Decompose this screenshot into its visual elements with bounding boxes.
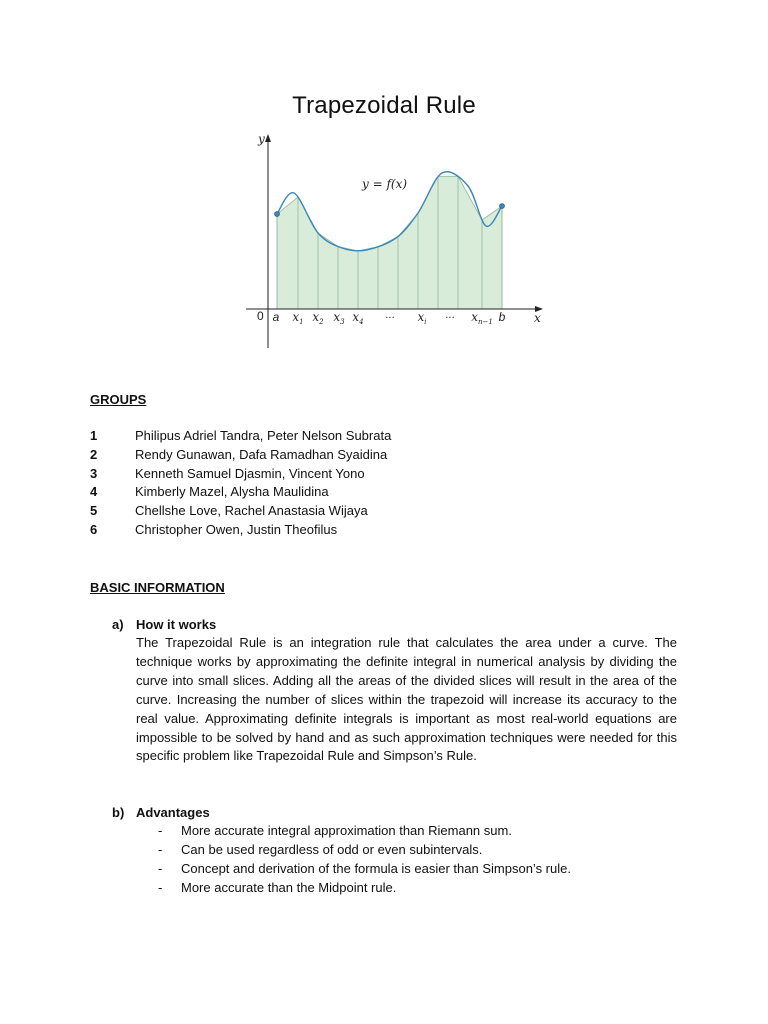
x-tick-label: a <box>272 310 280 324</box>
advantages-marker: b) <box>112 805 125 820</box>
x-tick-label: $x_{n-1}$ <box>471 310 493 326</box>
x-tick-label: b <box>498 310 506 324</box>
advantages-list <box>158 822 678 898</box>
bullet-dash: - <box>158 879 163 895</box>
basic-information-heading: BASIC INFORMATION <box>90 580 225 595</box>
x-tick-label: $x_i$ <box>417 310 427 326</box>
advantage-item <box>158 822 678 841</box>
group-row <box>90 521 690 540</box>
bullet-dash: - <box>158 860 163 876</box>
group-number: 3 <box>90 465 98 481</box>
group-row <box>90 502 690 521</box>
group-row <box>90 483 690 502</box>
how-it-works-title: How it works <box>136 617 217 632</box>
y-axis-arrow-icon <box>265 134 271 142</box>
advantages-heading <box>112 805 210 820</box>
group-row <box>90 446 690 465</box>
page-title: Trapezoidal Rule <box>292 92 476 119</box>
groups-list <box>90 427 690 540</box>
y-axis-label: y <box>258 132 265 146</box>
group-members: Christopher Owen, Justin Theofilus <box>135 521 338 537</box>
origin-label: 0 <box>257 309 264 323</box>
group-row <box>90 465 690 484</box>
bullet-dash: - <box>158 841 163 857</box>
trapezoidal-rule-figure <box>246 128 550 352</box>
how-it-works-marker: a) <box>112 617 124 632</box>
group-row <box>90 427 690 446</box>
x-tick-label: $x_4$ <box>352 310 364 326</box>
x-axis-label: x <box>534 311 541 325</box>
advantage-text: Can be used regardless of odd or even subintervals. <box>181 841 483 857</box>
group-number: 5 <box>90 503 98 519</box>
groups-heading: GROUPS <box>90 392 147 407</box>
group-members: Chellshe Love, Rachel Anastasia Wijaya <box>135 503 368 519</box>
how-it-works-heading <box>112 617 216 632</box>
x-tick-label: $x_1$ <box>292 310 304 326</box>
x-tick-label: ··· <box>385 313 395 324</box>
endpoint-a-dot <box>275 212 280 217</box>
group-number: 2 <box>90 446 98 462</box>
group-number: 6 <box>90 521 98 537</box>
advantage-text: Concept and derivation of the formula is easier than Simpson’s rule. <box>181 860 571 876</box>
advantage-item <box>158 860 678 879</box>
group-members: Rendy Gunawan, Dafa Ramadhan Syaidina <box>135 446 388 462</box>
x-tick-label: $x_3$ <box>333 310 345 326</box>
endpoint-b-dot <box>500 204 505 209</box>
group-number: 4 <box>90 484 98 500</box>
x-tick-labels <box>273 310 506 326</box>
group-number: 1 <box>90 428 98 443</box>
advantage-text: More accurate integral approximation than Riemann sum. <box>181 823 512 838</box>
curve-label-text: y = f(x) <box>362 177 408 191</box>
advantage-item <box>158 841 678 860</box>
x-tick-label: ··· <box>445 313 455 324</box>
x-tick-label: $x_2$ <box>312 310 324 326</box>
group-members: Kimberly Mazel, Alysha Maulidina <box>135 484 329 500</box>
advantage-text: More accurate than the Midpoint rule. <box>181 879 397 895</box>
how-it-works-paragraph: The Trapezoidal Rule is an integration rule that calculates the area under a curve. The technique works by approximating the definite integral in numerical analysis by dividing the curve into small slices. Adding all the areas of the divided slices will result in the area of the curve. Increasing the number of slices within the trapezoid will increase its accuracy to the real value. Approximating definite integrals is important as most real-world equations are impossible to be solved by hand and as such approximation techniques were needed for this specific problem like Trapezoidal Rule and Simpson’s Rule. <box>136 635 677 764</box>
bullet-dash: - <box>158 823 163 838</box>
group-members: Philipus Adriel Tandra, Peter Nelson Subrata <box>135 428 392 443</box>
group-members: Kenneth Samuel Djasmin, Vincent Yono <box>135 465 365 481</box>
advantage-item <box>158 879 678 898</box>
curve-label <box>361 177 407 191</box>
advantages-title: Advantages <box>136 805 210 820</box>
